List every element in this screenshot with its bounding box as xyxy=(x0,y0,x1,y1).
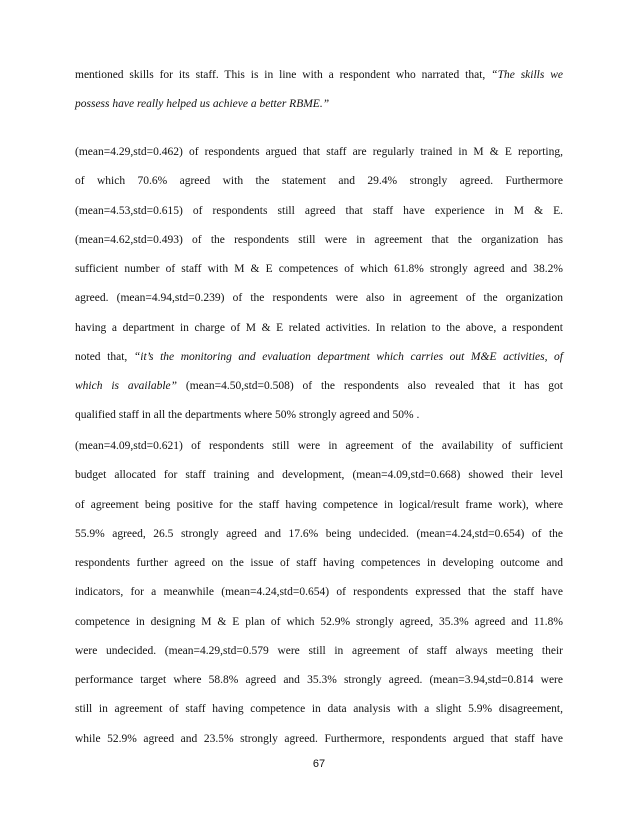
text-line: while 52.9% agreed and 23.5% strongly agreed. Furthermore, respondents argued that staff have xyxy=(75,732,563,745)
quote-text: possess have really helped us achieve a better RBME.” xyxy=(75,98,330,111)
quote-text: “The skills we xyxy=(491,69,564,81)
text-line: (mean=4.53,std=0.615) of respondents still agreed that staff have experience in M & E. xyxy=(75,204,563,217)
paragraph-1 xyxy=(75,67,563,126)
text-run: mentioned skills for its staff. This is in line with a respondent who narrated that, xyxy=(75,69,492,81)
text-line: (mean=4.29,std=0.462) of respondents argued that staff are regularly trained in M & E reporting, xyxy=(75,146,563,158)
text-line: competence in designing M & E plan of which 52.9% strongly agreed, 35.3% agreed and 11.8% xyxy=(75,615,563,628)
text-line xyxy=(75,378,563,407)
text-line: of which 70.6% agreed with the statement and 29.4% strongly agreed. Furthermore xyxy=(75,175,563,188)
quote-text: “it’s the monitoring and evaluation department which carries out M&E activities, of xyxy=(133,350,564,363)
text-line: qualified staff in all the departments where 50% strongly agreed and 50% . xyxy=(75,409,420,422)
text-line: respondents further agreed on the issue of staff having competences in developing outcome and xyxy=(75,557,563,569)
text-line: budget allocated for staff training and development, (mean=4.09,std=0.668) showed their level xyxy=(75,469,563,482)
text-line: agreed. (mean=4.94,std=0.239) of the respondents were also in agreement of the organization xyxy=(75,292,563,305)
text-line: 55.9% agreed, 26.5 strongly agreed and 17.6% being undecided. (mean=4.24,std=0.654) of the xyxy=(75,527,563,540)
text-line: of agreement being positive for the staff having competence in logical/result frame work), where xyxy=(75,498,563,511)
quote-text: which is available” xyxy=(75,380,178,392)
text-line: sufficient number of staff with M & E competences of which 61.8% strongly agreed and 38.2% xyxy=(75,263,563,275)
text-line: (mean=4.62,std=0.493) of the respondents still were in agreement that the organization has xyxy=(75,233,563,246)
text-line: having a department in charge of M & E related activities. In relation to the above, a respondent xyxy=(75,321,563,334)
text-line: performance target where 58.8% agreed and 35.3% strongly agreed. (mean=3.94,std=0.814 were xyxy=(75,674,563,686)
text-line: still in agreement of staff having competence in data analysis with a slight 5.9% disagreement, xyxy=(75,703,563,716)
paragraph-3 xyxy=(75,438,563,760)
page-number: 67 xyxy=(312,758,326,770)
text-line xyxy=(75,96,563,125)
paragraph-2 xyxy=(75,144,563,437)
text-line: were undecided. (mean=4.29,std=0.579 were still in agreement of staff always meeting their xyxy=(75,644,563,657)
text-line xyxy=(75,349,563,378)
text-run: noted that, xyxy=(75,350,134,363)
text-run: (mean=4.50,std=0.508) of the respondents also revealed that it has got xyxy=(177,380,563,392)
text-line: indicators, for a meanwhile (mean=4.24,std=0.654) of respondents expressed that the staff have xyxy=(75,586,563,599)
text-line xyxy=(75,67,563,96)
text-line: (mean=4.09,std=0.621) of respondents still were in agreement of the availability of sufficient xyxy=(75,440,563,452)
